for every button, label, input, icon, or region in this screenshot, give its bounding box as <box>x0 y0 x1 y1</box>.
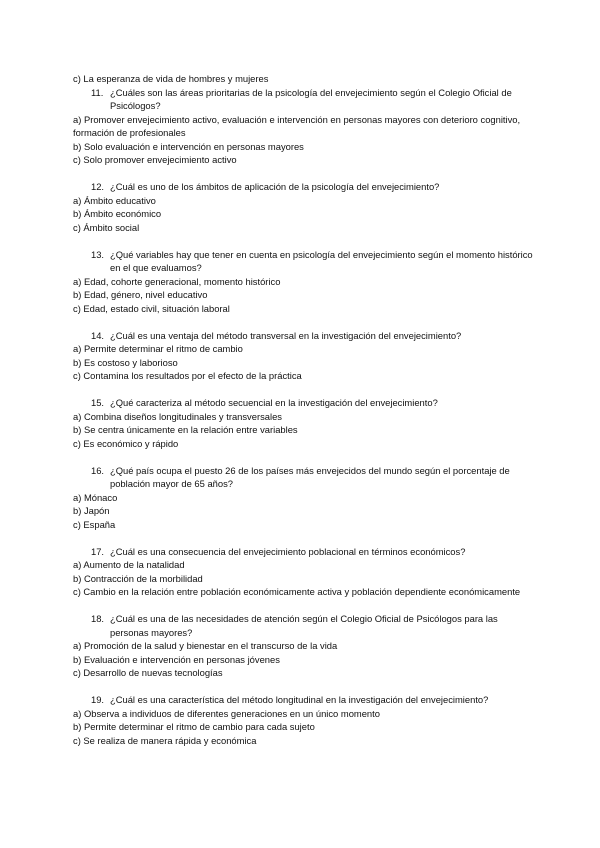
question-13 <box>73 248 533 275</box>
question-block-15 <box>73 396 533 450</box>
option-c: c) Edad, estado civil, situación laboral <box>73 302 230 314</box>
question-number: 18. <box>91 613 105 624</box>
option-b: b) Contracción de la morbilidad <box>73 572 203 584</box>
question-14 <box>73 329 533 343</box>
question-block-14 <box>73 329 533 383</box>
question-text: ¿Cuáles son las áreas prioritarias de la psicología del envejecimiento según el Colegio Oficial de Psicólogos? <box>110 86 512 111</box>
option-a: a) Combina diseños longitudinales y transversales <box>73 410 282 422</box>
question-text: ¿Cuál es una característica del método longitudinal en la investigación del envejecimiento? <box>110 694 489 705</box>
question-block-19 <box>73 693 533 747</box>
option-c: c) Es económico y rápido <box>73 437 179 449</box>
question-text: ¿Cuál es una ventaja del método transversal en la investigación del envejecimiento? <box>110 329 462 341</box>
option-b: b) Japón <box>73 505 110 516</box>
question-block-16 <box>73 464 533 532</box>
question-block-18 <box>73 612 533 680</box>
question-12 <box>73 180 533 194</box>
option-c: c) Cambio en la relación entre población económicamente activa y población dependiente económicamente <box>73 586 521 597</box>
question-block-17 <box>73 545 533 599</box>
question-number: 14. <box>91 329 105 341</box>
option-c: c) Se realiza de manera rápida y económica <box>73 734 257 746</box>
question-19 <box>73 693 533 707</box>
option-a: a) Observa a individuos de diferentes generaciones en un único momento <box>73 707 380 719</box>
spacer <box>73 531 533 545</box>
question-text: ¿Cuál es una consecuencia del envejecimiento poblacional en términos económicos? <box>110 545 466 557</box>
option-c: c) Contamina los resultados por el efecto de la práctica <box>73 370 302 381</box>
question-11 <box>73 86 533 113</box>
question-block-12 <box>73 180 533 234</box>
question-text: ¿Cuál es uno de los ámbitos de aplicación de la psicología del envejecimiento? <box>110 181 440 192</box>
question-15 <box>73 396 533 410</box>
option-b: b) Permite determinar el ritmo de cambio para cada sujeto <box>73 721 315 732</box>
question-text: ¿Qué país ocupa el puesto 26 de los países más envejecidos del mundo según el porcentaje de población mayor de 65 años? <box>110 464 510 489</box>
option-a: a) Ámbito educativo <box>73 194 156 206</box>
option-c: c) Solo promover envejecimiento activo <box>73 154 237 165</box>
option-b: b) Se centra únicamente en la relación entre variables <box>73 424 298 435</box>
question-text: ¿Qué variables hay que tener en cuenta en psicología del envejecimiento según el momento histórico en el que evaluamos? <box>110 248 533 273</box>
question-18 <box>73 612 533 639</box>
question-number: 15. <box>91 397 105 408</box>
option-a: a) Promover envejecimiento activo, evaluación e intervención en personas mayores con deterioro cognitivo, formación de profesionales <box>73 113 521 138</box>
question-17 <box>73 545 533 559</box>
spacer <box>73 599 533 613</box>
option-b: b) Solo evaluación e intervención en personas mayores <box>73 140 304 152</box>
option-c: c) Ámbito social <box>73 221 140 233</box>
option-b: b) Evaluación e intervención en personas jóvenes <box>73 653 280 665</box>
option-a: a) Aumento de la natalidad <box>73 559 185 570</box>
question-block-13 <box>73 248 533 316</box>
question-number: 12. <box>91 181 105 192</box>
question-number: 19. <box>91 694 105 705</box>
question-number: 13. <box>91 248 105 260</box>
question-number: 17. <box>91 545 105 557</box>
spacer <box>73 167 533 181</box>
option-a: a) Edad, cohorte generacional, momento histórico <box>73 275 281 287</box>
spacer <box>73 680 533 694</box>
option-a: a) Permite determinar el ritmo de cambio <box>73 343 243 354</box>
option-c: c) España <box>73 518 116 530</box>
question-text: ¿Qué caracteriza al método secuencial en la investigación del envejecimiento? <box>110 397 438 408</box>
spacer <box>73 234 533 248</box>
option-b: b) Ámbito económico <box>73 208 162 219</box>
document-page <box>73 72 533 747</box>
spacer <box>73 383 533 397</box>
question-number: 11. <box>91 86 104 98</box>
option-c: c) Desarrollo de nuevas tecnologías <box>73 667 223 678</box>
option-b: b) Edad, género, nivel educativo <box>73 289 208 300</box>
question-16 <box>73 464 533 491</box>
option-b: b) Es costoso y laborioso <box>73 356 178 368</box>
option-a: a) Mónaco <box>73 491 118 503</box>
option-a: a) Promoción de la salud y bienestar en el transcurso de la vida <box>73 640 338 651</box>
question-number: 16. <box>91 464 105 476</box>
question-block-11 <box>73 86 533 167</box>
spacer <box>73 450 533 464</box>
question-text: ¿Cuál es una de las necesidades de atención según el Colegio Oficial de Psicólogos para las personas mayores? <box>110 613 498 638</box>
lead-option: c) La esperanza de vida de hombres y mujeres <box>73 73 269 84</box>
spacer <box>73 315 533 329</box>
